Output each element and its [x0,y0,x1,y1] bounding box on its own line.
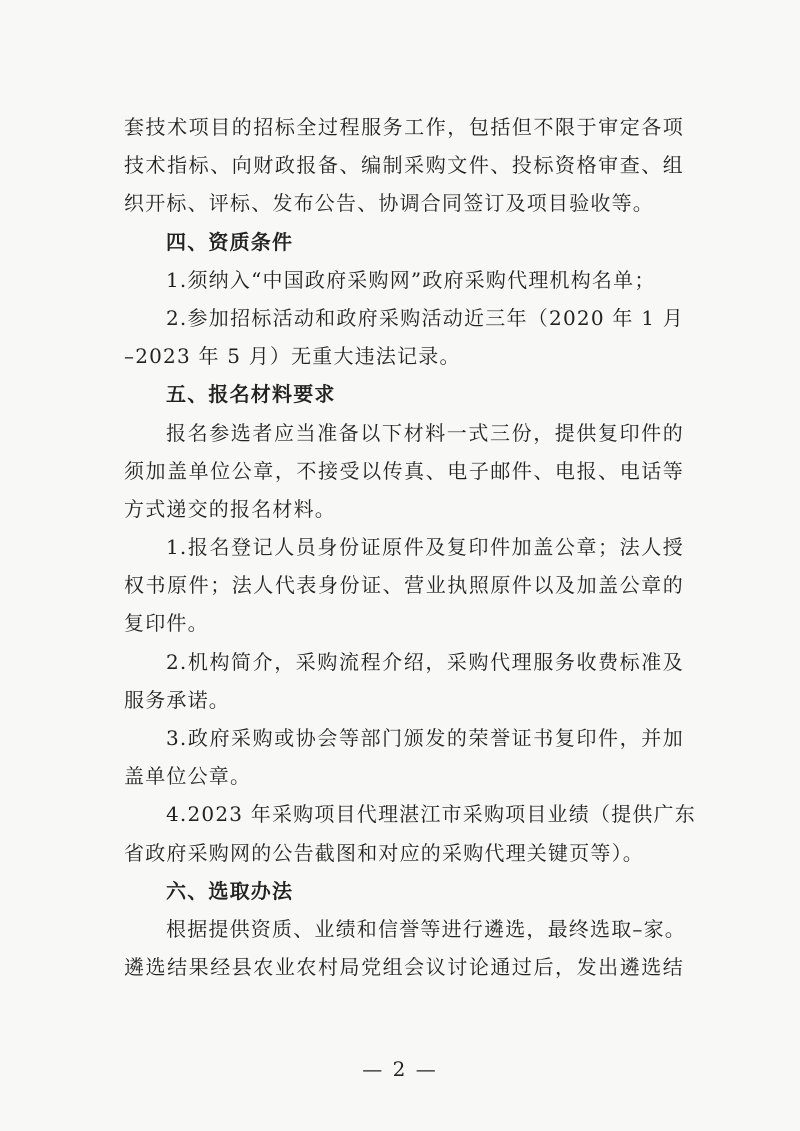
text-line: 方式递交的报名材料。 [124,496,336,521]
text-line: 3.政府采购或协会等部门颁发的荣誉证书复印件，并加 [166,726,684,750]
section-heading: 四、资质条件 [166,229,294,254]
text-line: 遴选结果经县农业农村局党组会议讨论通过后，发出遴选结 [124,955,684,980]
text-line: 1.须纳入“中国政府采购网”政府采购代理机构名单； [166,267,656,292]
document-body [124,108,696,986]
section-heading: 五、报名材料要求 [166,382,336,407]
text-line: 复印件。 [124,611,209,636]
text-line: 技术指标、向财政报备、编制采购文件、投标资格审查、组 [124,153,684,178]
text-line: 须加盖单位公章，不接受以传真、电子邮件、电报、电话等 [124,458,684,483]
text-line: 1.报名登记人员身份证原件及复印件加盖公章；法人授 [166,535,684,560]
text-line: 4.2023 年采购项目代理湛江市采购项目业绩（提供广东 [166,802,696,827]
text-line: 权书原件；法人代表身份证、营业执照原件以及加盖公章的 [124,573,684,598]
text-line: 省政府采购网的公告截图和对应的采购代理关键页等）。 [124,840,644,865]
text-line: 报名参选者应当准备以下材料一式三份，提供复印件的 [166,420,684,445]
text-line: 套技术项目的招标全过程服务工作，包括但不限于审定各项 [124,115,684,139]
text-line: 2.机构简介，采购流程介绍，采购代理服务收费标准及 [166,649,684,674]
text-line: –2023 年 5 月）无重大违法记录。 [124,344,461,369]
section-heading: 六、选取办法 [166,878,294,903]
text-line: 根据提供资质、业绩和信誉等进行遴选，最终选取–家。 [166,916,686,941]
text-line: 盖单位公章。 [124,764,252,789]
text-line: 服务承诺。 [124,687,230,712]
page-number: — 2 — [362,1057,438,1081]
text-line: 织开标、评标、发布公告、协调合同签订及项目验收等。 [124,191,654,216]
text-line: 2.参加招标活动和政府采购活动近三年（2020 年 1 月 [166,305,684,330]
